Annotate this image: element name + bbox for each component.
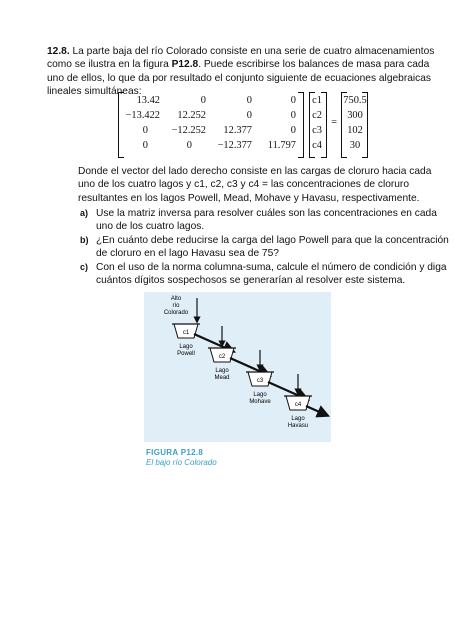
matrix-cell: −12.377 <box>217 140 252 151</box>
matrix-cell: 12.377 <box>223 125 252 136</box>
lake-name: Havasu <box>287 423 309 429</box>
question-text: Use la matriz inversa para resolver cuáles son las concentraciones en cada uno de los cuatro lagos. <box>96 208 437 233</box>
figure-caption-text: El bajo río Colorado <box>146 458 217 467</box>
matrix-cell: −13.422 <box>125 110 160 121</box>
inflow-label-line: Colorado <box>163 310 189 316</box>
unknown-c2: c2 <box>312 110 322 121</box>
lake-c-label: c1 <box>182 330 190 336</box>
unknown-c1: c1 <box>312 95 322 106</box>
rhs-value: 750.5 <box>343 95 367 106</box>
lake-name: Lago <box>253 392 267 398</box>
lake-name: Mohave <box>249 399 271 405</box>
question-label: a) <box>80 208 89 218</box>
lake-c-label: c3 <box>256 378 264 384</box>
problem-text-1: La parte baja del río Colorado consiste en una serie de cuatro almacenamientos como se ilustra en la figura <box>47 46 435 71</box>
problem-statement <box>47 45 442 99</box>
colorado-river-figure <box>144 292 331 442</box>
matrix-cell: 0 <box>142 140 148 151</box>
lake-name: Lago <box>215 368 229 374</box>
rhs-value: 300 <box>347 110 363 121</box>
matrix-cell: 12.252 <box>177 110 206 121</box>
unknowns-right-bracket <box>321 92 327 158</box>
question-text: Con el uso de la norma columna-suma, calcule el número de condición y diga cuántos dígitos sospechosos se generarían al resolver este sistema. <box>96 261 447 287</box>
inflow-label-line: río <box>172 303 180 309</box>
lake-name: Mead <box>214 375 230 381</box>
problem-number: 12.8. <box>47 46 70 57</box>
question-list <box>80 207 450 287</box>
outflow-arrow <box>306 406 324 414</box>
matrix-cell: −12.252 <box>171 125 206 136</box>
figure-reference: P12.8 <box>171 59 199 71</box>
matrix-cell: 13.42 <box>136 95 160 106</box>
unknown-c3: c3 <box>312 125 322 136</box>
problem-text-2: . Puede escribirse los balances de masa para cada uno de ellos, lo que da por resultado el conjunto siguiente de ecuaciones algebraicas lineales simultáneas: <box>47 59 431 98</box>
lake-c-label: c4 <box>294 402 302 408</box>
unknown-c4: c4 <box>312 140 322 151</box>
lake-c-label: c2 <box>218 354 226 360</box>
rhs-right-bracket <box>362 92 368 158</box>
matrix-cell: 0 <box>142 125 148 136</box>
lake-name: Lago <box>179 344 193 350</box>
matrix-cell: 0 <box>200 95 206 106</box>
matrix-cell: 11.797 <box>267 140 296 151</box>
matrix-cell: 0 <box>290 125 296 136</box>
equals-sign: = <box>331 117 337 128</box>
matrix-cell: 0 <box>290 95 296 106</box>
question-text: ¿En cuánto debe reducirse la carga del lago Powell para que la concentración de cloruro en el lago Havasu sea de 75? <box>96 234 449 260</box>
matrix-left-bracket <box>118 92 124 158</box>
matrix-cell: 0 <box>246 95 252 106</box>
matrix-right-bracket <box>298 92 304 158</box>
question-item <box>80 207 450 234</box>
figure-caption-title: FIGURA P12.8 <box>146 448 204 457</box>
river-diagram <box>144 292 331 442</box>
lake-name: Lago <box>291 416 305 422</box>
matrix-cell: 0 <box>186 140 192 151</box>
description-paragraph: Donde el vector del lado derecho consiste en las cargas de cloruro hacia cada uno de los cuatro lagos y c1, c2, c3 y c4 = las concentraciones de cloruro resultantes en los lagos Powell, Mead, Mohave y Havasu, respectivamente. <box>78 166 432 204</box>
question-label: b) <box>80 234 89 245</box>
question-item <box>80 261 450 288</box>
matrix-cell: 0 <box>246 110 252 121</box>
inflow-label-line: Alto <box>170 296 182 302</box>
rhs-value: 30 <box>349 140 361 151</box>
question-item <box>80 234 450 261</box>
rhs-value: 102 <box>347 125 363 136</box>
equation-system <box>118 92 368 156</box>
question-label: c) <box>80 261 89 272</box>
matrix-cell: 0 <box>290 110 296 121</box>
lake-name: Powell <box>177 351 195 357</box>
